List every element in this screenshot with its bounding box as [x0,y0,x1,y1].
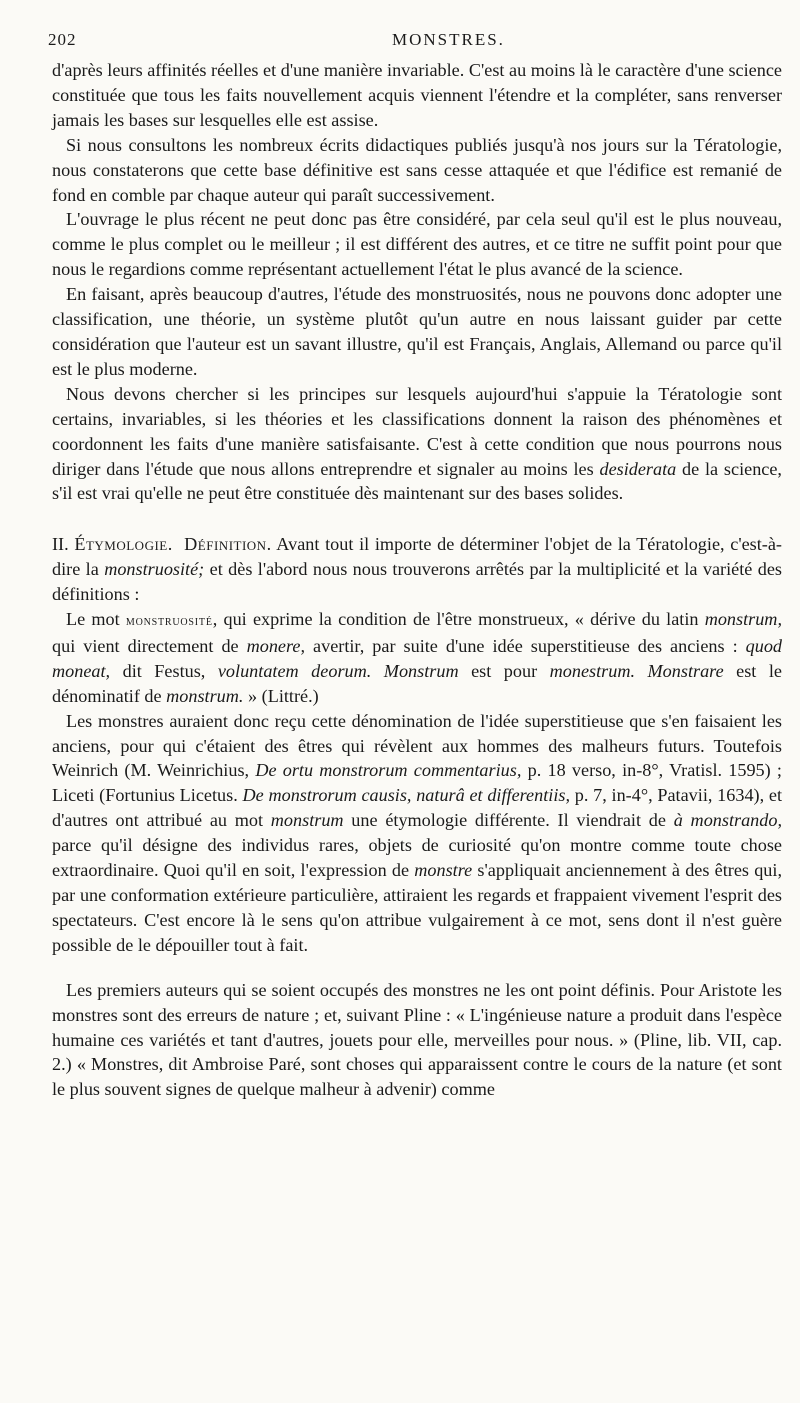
paragraph-8-text-a: Les monstres auraient donc reçu cette dénomination de l'idée superstitieuse que s'en faisaient les anciens, pour qui c'étaient des êtres qui révèlent aux hommes des malheurs futurs. Toutefois Weinrich (M. Weinrichius, [52,710,782,781]
paragraph-7-text-f: est pour [458,660,550,681]
italic-a-monstrando: à monstrando, [673,810,783,831]
paragraph-8-text-f: s'appliquait anciennement à des êtres qui, par une conformation extérieure particulière, attiraient les regards et frappaient vivement l'esprit des spectateurs. C'est encore là le sens qu'on attribue vulgairement à ce mot, sens dont il n'est guère possible de le dépouiller tout à fait. [52,860,783,955]
paragraph-5-text-b: de la science, s'il est vrai qu'elle ne peut être constituée dès maintenant sur des bases solides. [52,458,782,504]
body-text [52,58,782,1102]
paragraph-7-text-d: avertir, par suite d'une idée superstitieuse des anciens : [305,635,746,656]
smallcaps-monstruosite: monstruosité [125,613,213,630]
paragraph-7-text-b: , qui exprime la condition de l'être monstrueux, « dérive du latin [212,609,705,630]
section-title-etymologie: Étymologie. [74,534,173,555]
paragraph-3: L'ouvrage le plus récent ne peut donc pas être considéré, par cela seul qu'il est le plus nouveau, comme le plus complet ou le meilleur ; il est différent des autres, et ce titre ne suffit point pour que nous le regardions comme représentant actuellement l'état le plus avancé de la science. [52,209,782,280]
section-heading-paragraph [52,532,782,607]
paragraph-1: d'après leurs affinités réelles et d'une manière invariable. C'est au moins là le caractère d'une science constituée que tous les faits nouvellement acquis viennent l'étendre et la compléter, sans renverser jamais les bases sur lesquelles elle est assise. [52,60,782,130]
italic-monstrum-3: monstrum [270,810,344,831]
section-number: II. [52,534,75,555]
italic-monstrum-2: monstrum. [166,685,244,706]
paragraph-7-text-g: est le dénominatif de [52,660,782,706]
italic-de-ortu: De ortu monstrorum commentarius, [255,760,522,781]
page-number: 202 [48,30,77,49]
italic-quod-moneat: quod moneat, [52,635,782,681]
paragraph-4: En faisant, après beaucoup d'autres, l'étude des monstruosités, nous ne pouvons donc adopter une classification, une théorie, un système plutôt qu'un autre en nous laissant guider par cette considération que l'auteur est un savant illustre, qu'il est Français, Anglais, Allemand ou parce qu'il est le plus moderne. [52,284,782,379]
paragraph-8-text-e: parce qu'il désigne des individus rares, objets de curiosité qu'on montre comme toute chose extraordinaire. Quoi qu'il en soit, l'expression de [52,835,782,881]
italic-monstre: monstre [414,860,473,881]
italic-monere: monere, [246,635,306,656]
paragraph-5-text-a: Nous devons chercher si les principes sur lesquels aujourd'hui s'appuie la Tératologie sont certains, invariables, si les théories et les classifications donnent la raison des phénomènes et coordonnent les faits d'une manière satisfaisante. C'est à cette condition que nous pourrons nous diriger dans l'étude que nous allons entreprendre et signaler au moins les [52,383,782,479]
section-title-definition: Définition. [184,534,272,555]
running-title: MONSTRES. [392,30,505,49]
paragraph-2: Si nous consultons les nombreux écrits didactiques publiés jusqu'à nos jours sur la Tératologie, nous constaterons que cette base définitive est sans cesse attaquée et que l'édifice est remanié de fond en comble par chaque auteur qui paraît successivement. [52,134,782,205]
paragraph-8-text-b: p. 18 verso, in-8°, Vratisl. 1595) ; Liceti (Fortunius Licetus. [52,760,782,806]
paragraph-8-text-c: p. 7, in-4°, Patavii, 1634), et d'autres ont attribué au mot [52,785,783,831]
paragraph-7-text-e: dit Festus, [110,660,218,681]
italic-de-monstrorum-causis: De monstrorum causis, naturâ et differentiis, [242,785,571,806]
paragraph-9: Les premiers auteurs qui se soient occupés des monstres ne les ont point définis. Pour Aristote les monstres sont des erreurs de nature ; et, suivant Pline : « L'ingénieuse nature a produit dans l'espèce humaine ces variétés et tant d'autres, jouets pour elle, merveilles pour nous. » (Pline, lib. VII, cap. 2.) « Monstres, dit Ambroise Paré, sont choses qui apparaissent contre le cours de la nature (et sont le plus souvent signes de quelque malheur à advenir) comme [52,979,782,1100]
paragraph-7 [52,607,782,709]
paragraph-7-text-a: Le mot [66,609,126,630]
paragraph-7-text-h: » (Littré.) [243,685,319,706]
italic-monestrum: monestrum. Monstrare [549,660,724,681]
page-header [48,28,782,58]
paragraph-8-text-d: une étymologie différente. Il viendrait de [343,810,674,831]
paragraph-6-emphasis: monstruosité; [104,559,205,580]
paragraph-7-text-c: qui vient directement de [52,635,247,656]
paragraph-6-text-a: Avant tout il importe de déterminer l'objet de la Tératologie, c'est-à-dire la [52,534,782,580]
italic-voluntatem-deorum: voluntatem deorum. Monstrum [217,660,459,681]
paragraph-8 [52,709,782,958]
paragraph-5-emphasis: desiderata [599,458,677,479]
italic-monstrum: monstrum, [704,609,782,630]
paragraph-6-text-b: et dès l'abord nous nous trouverons arrêtés par la multiplicité et la variété des définitions : [52,559,783,605]
paragraph-5 [52,382,782,507]
